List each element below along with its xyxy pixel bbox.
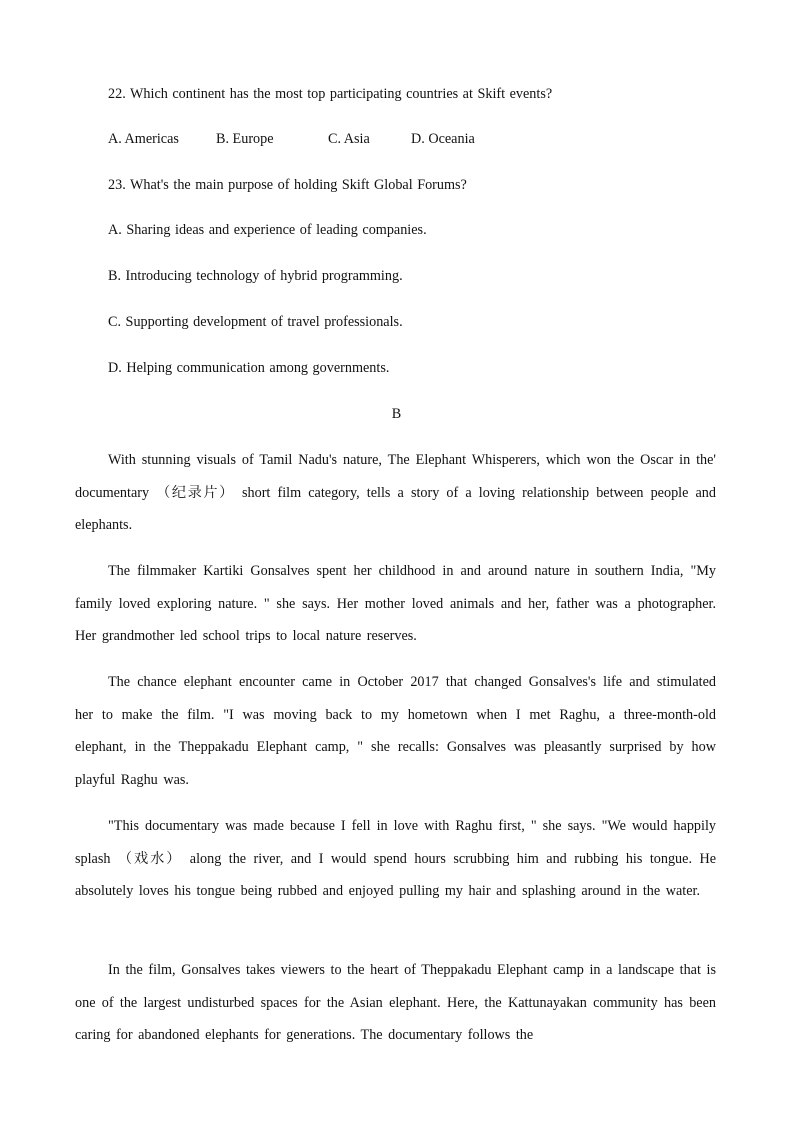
q23-option-c: C. Supporting development of travel professionals. [108, 314, 403, 330]
q23-option-b: B. Introducing technology of hybrid programming. [108, 268, 403, 284]
passage-paragraph-1: With stunning visuals of Tamil Nadu's nature, The Elephant Whisperers, which won the Oscar in the' documentary （纪录片） short film category, tells a story of a loving relationship between people and elephants. [75, 452, 716, 533]
question-23-stem: 23. What's the main purpose of holding Skift Global Forums? [108, 177, 467, 193]
passage-paragraph-5: In the film, Gonsalves takes viewers to the heart of Theppakadu Elephant camp in a landscape that is one of the largest undisturbed spaces for the Asian elephant. Here, the Kattunayakan community has been caring for abandoned elephants for generations. The documentary follows the [75, 962, 716, 1043]
q22-option-d: D. Oceania [411, 131, 475, 147]
passage-paragraph-4: "This documentary was made because I fell in love with Raghu first, " she says. "We would happily splash （戏水） along the river, and I would spend hours scrubbing him and rubbing his tongue. He absolutely loves his tongue being rubbed and enjoyed pulling my hair and splashing around in the water. [75, 818, 716, 899]
q22-option-a: A. Americas [108, 131, 179, 147]
q22-option-c: C. Asia [328, 131, 370, 147]
passage-paragraph-3: The chance elephant encounter came in October 2017 that changed Gonsalves's life and stimulated her to make the film. "I was moving back to my hometown when I met Raghu, a three-month-old elephant, in the Theppakadu Elephant camp, " she recalls: Gonsalves was pleasantly surprised by how playful Raghu was. [75, 674, 716, 788]
passage-paragraph-2: The filmmaker Kartiki Gonsalves spent her childhood in and around nature in southern India, "My family loved exploring nature. " she says. Her mother loved animals and her, father was a photographer. Her grandmother led school trips to local nature reserves. [75, 563, 716, 644]
question-22-stem: 22. Which continent has the most top participating countries at Skift events? [108, 86, 553, 102]
q23-option-d: D. Helping communication among governments. [108, 360, 390, 376]
q23-option-a: A. Sharing ideas and experience of leading companies. [108, 222, 427, 238]
q22-option-b: B. Europe [216, 131, 274, 147]
section-heading: B [391, 406, 402, 422]
